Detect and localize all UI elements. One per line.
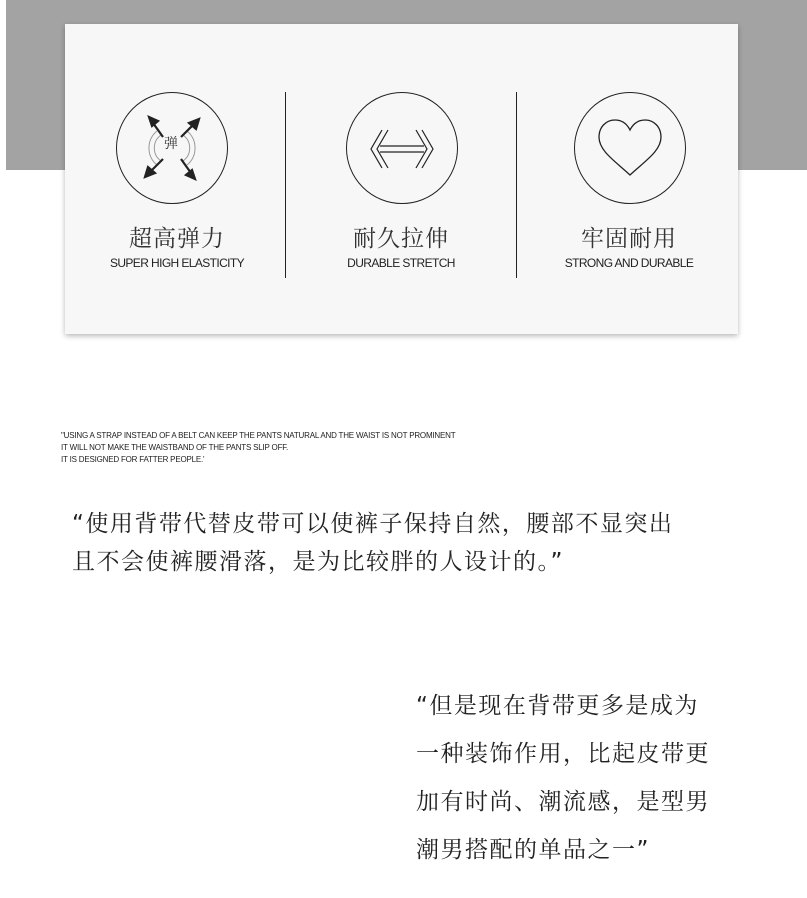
chinese-quote-secondary [416, 682, 756, 874]
chinese-quote-line: 且不会使裤腰滑落，是为比较胖的人设计的。” [72, 549, 564, 575]
features-card [65, 24, 738, 334]
feature-title-en: STRONG AND DURABLE [564, 256, 694, 270]
feature-title-en: DURABLE STRETCH [347, 256, 455, 270]
chinese-quote-line: 潮男搭配的单品之一” [416, 837, 650, 863]
chinese-quote-line: “但是现在背带更多是成为 [416, 693, 699, 719]
english-quote-line: "USING A STRAP INSTEAD OF A BELT CAN KEEP THE PANTS NATURAL AND THE WAIST IS NOT PROMINENT [61, 431, 456, 440]
feature-title-zh: 牢固耐用 [581, 226, 677, 252]
chinese-quote-line: 加有时尚、潮流感，是型男 [416, 789, 710, 815]
heart-icon [575, 93, 685, 203]
english-quote-line: IT WILL NOT MAKE THE WAISTBAND OF THE PANTS SLIP OFF. [61, 443, 289, 452]
double-arrow-icon [347, 93, 457, 203]
feature-stretch [289, 24, 513, 334]
chinese-quote-line: “使用背带代替皮带可以使裤子保持自然，腰部不显突出 [72, 511, 674, 537]
chinese-quote-line: 一种装饰作用，比起皮带更 [416, 741, 710, 767]
durable-badge [574, 92, 686, 204]
english-quote [61, 430, 455, 466]
elasticity-badge [116, 92, 228, 204]
feature-title-en: SUPER HIGH ELASTICITY [109, 256, 245, 270]
chinese-quote-main [72, 505, 752, 581]
elasticity-icon-character: 弹 [164, 136, 178, 152]
feature-elasticity [65, 24, 289, 334]
stretch-badge [346, 92, 458, 204]
feature-title-zh: 超高弹力 [129, 226, 225, 252]
english-quote-line: IT IS DESIGNED FOR FATTER PEOPLE.' [61, 455, 205, 464]
feature-durable [517, 24, 741, 334]
divider [285, 92, 286, 278]
feature-title-zh: 耐久拉伸 [353, 226, 449, 252]
